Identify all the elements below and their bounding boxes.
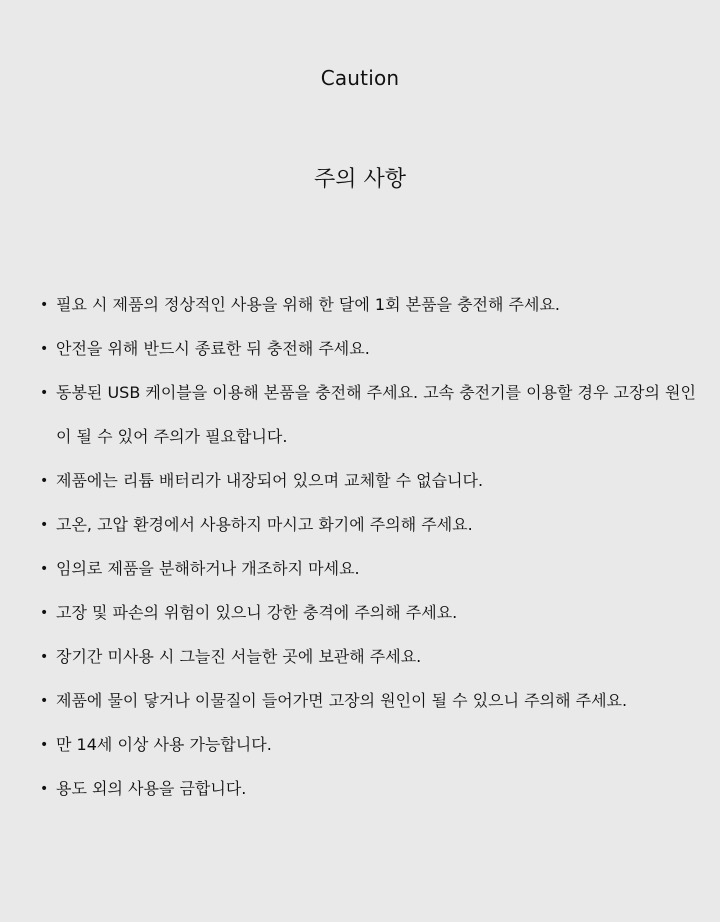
list-item — [40, 371, 700, 459]
list-item-text: 고장 및 파손의 위험이 있으니 강한 충격에 주의해 주세요. — [56, 603, 458, 622]
bullet-icon: • — [40, 737, 49, 753]
list-item-text: 동봉된 USB 케이블을 이용해 본품을 충전해 주세요. 고속 충전기를 이용할 경우 고장의 원인이 될 수 있어 주의가 필요합니다. — [56, 383, 696, 446]
bullet-icon: • — [40, 341, 49, 357]
list-item — [40, 635, 700, 679]
page-title-english: Caution — [320, 66, 400, 90]
bullet-icon: • — [40, 605, 49, 621]
list-item — [40, 591, 700, 635]
list-item-text: 장기간 미사용 시 그늘진 서늘한 곳에 보관해 주세요. — [56, 647, 422, 666]
bullet-icon: • — [40, 473, 49, 489]
caution-list — [40, 283, 700, 811]
bullet-icon: • — [40, 385, 49, 401]
list-item-text: 안전을 위해 반드시 종료한 뒤 충전해 주세요. — [56, 339, 370, 358]
list-item — [40, 679, 700, 723]
list-item-text: 만 14세 이상 사용 가능합니다. — [56, 735, 272, 754]
list-item — [40, 327, 700, 371]
list-item-text: 임의로 제품을 분해하거나 개조하지 마세요. — [56, 559, 360, 578]
page-title-korean: 주의 사항 — [313, 167, 406, 192]
list-item-text: 필요 시 제품의 정상적인 사용을 위해 한 달에 1회 본품을 충전해 주세요. — [56, 295, 560, 314]
list-item-text: 고온, 고압 환경에서 사용하지 마시고 화기에 주의해 주세요. — [56, 515, 473, 534]
bullet-icon: • — [40, 297, 49, 313]
list-item-text: 제품에는 리튬 배터리가 내장되어 있으며 교체할 수 없습니다. — [56, 471, 484, 490]
list-item — [40, 547, 700, 591]
bullet-icon: • — [40, 517, 49, 533]
list-item — [40, 283, 700, 327]
bullet-icon: • — [40, 781, 49, 797]
list-item-text: 용도 외의 사용을 금합니다. — [56, 779, 247, 798]
list-item — [40, 723, 700, 767]
bullet-icon: • — [40, 649, 49, 665]
list-item — [40, 767, 700, 811]
list-item — [40, 459, 700, 503]
list-item-text: 제품에 물이 닿거나 이물질이 들어가면 고장의 원인이 될 수 있으니 주의해 주세요. — [56, 691, 628, 710]
bullet-icon: • — [40, 693, 49, 709]
bullet-icon: • — [40, 561, 49, 577]
list-item — [40, 503, 700, 547]
